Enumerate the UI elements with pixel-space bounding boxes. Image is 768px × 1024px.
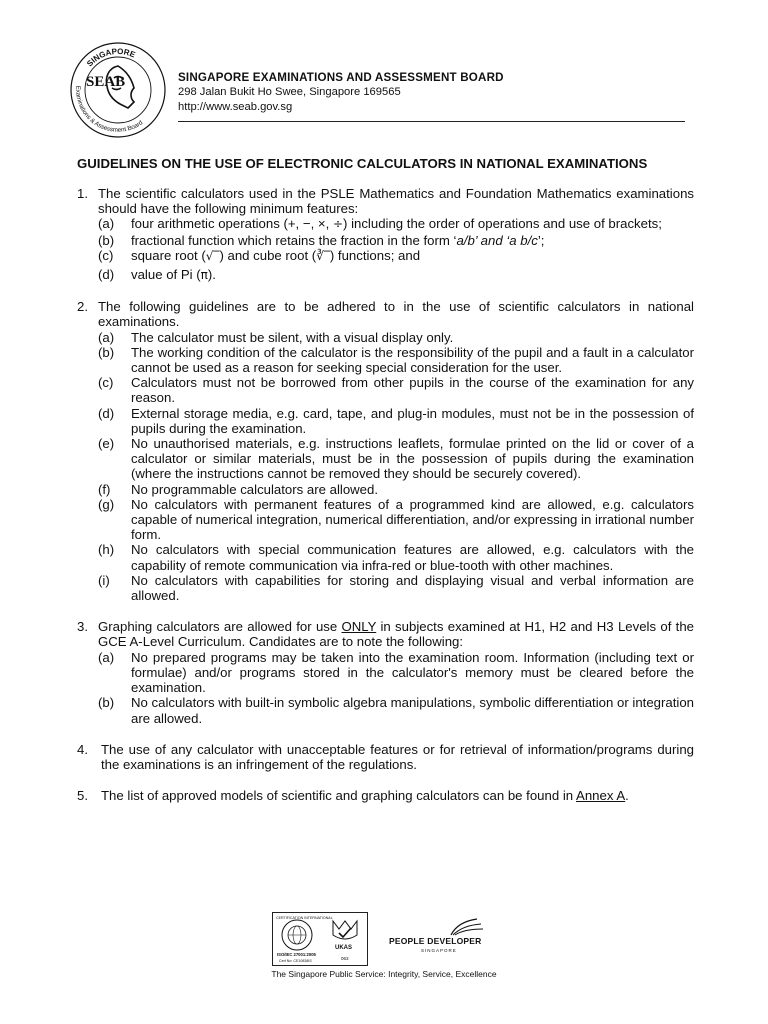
item-text: ’;: [537, 232, 545, 248]
item-label: (g): [98, 496, 115, 512]
list-item: [77, 267, 694, 283]
fraction-forms: a/b’ and ‘a b/c: [456, 232, 538, 248]
item-text: No calculators with permanent features of a programmed kind are allowed, e.g. calculators capable of numerical integration, numerical differentiation, and/or expressing in irrational number form.: [131, 496, 694, 543]
section-text: Graphing calculators are allowed for use: [98, 619, 342, 635]
section-text: .: [625, 788, 629, 804]
document-title: GUIDELINES ON THE USE OF ELECTRONIC CALCULATORS IN NATIONAL EXAMINATIONS: [77, 156, 648, 171]
cert-standard: ISO/IEC 27001:2005: [277, 952, 316, 957]
section-text: The following guidelines are to be adhered to in the use of scientific calculators in national examinations.: [98, 299, 694, 330]
item-label: (h): [98, 542, 115, 558]
item-text: ) functions; and: [329, 247, 421, 263]
list-item: [77, 497, 694, 543]
section-number: 3.: [77, 619, 88, 635]
section-number: 5.: [77, 788, 88, 804]
item-text: External storage media, e.g. card, tape, and plug-in modules, must not be in the possession of pupils during the examination.: [131, 405, 694, 436]
organisation-address: 298 Jalan Bukit Ho Swee, Singapore 169565: [178, 86, 401, 98]
item-label: (i): [98, 572, 110, 588]
people-developer-country: SINGAPORE: [421, 948, 457, 953]
ukas-number: 063: [341, 956, 349, 961]
section-number: 2.: [77, 299, 88, 315]
only-emphasis: ONLY: [341, 619, 377, 635]
list-item: [77, 482, 694, 497]
section-4: [77, 742, 694, 772]
list-item: [77, 542, 694, 572]
list-item: [77, 695, 694, 725]
section-text: in subjects examined at H1, H2 and H3 Levels of the GCE A-Level Curriculum. Candidates are to note the following:: [98, 619, 694, 650]
item-text: ).: [207, 267, 216, 283]
item-text: ) including the order of operations and use of brackets;: [343, 216, 662, 232]
section-3: [77, 619, 694, 649]
item-label: (b): [98, 344, 115, 360]
certification-badge: [272, 912, 368, 966]
item-label: (c): [98, 247, 114, 263]
list-item: [77, 573, 694, 603]
list-item: [77, 406, 694, 436]
cube-root-symbol: ∛‾: [316, 248, 330, 263]
document-body: [77, 186, 694, 803]
item-text: No calculators with capabilities for storing and displaying visual and verbal information are allowed.: [131, 572, 694, 604]
item-label: (b): [98, 232, 115, 248]
item-text: No prepared programs may be taken into the examination room. Information (including text or formulae) and/or programs stored in the calculator's memory must be cleared before the examination.: [131, 649, 694, 696]
section-text: The use of any calculator with unacceptable features or for retrieval of information/programs during the examinations is an infringement of the regulations.: [101, 741, 694, 772]
item-label: (a): [98, 649, 115, 665]
logo-ring-top: SINGAPORE: [85, 46, 137, 69]
item-text: The working condition of the calculator is the responsibility of the pupil and a fault in a calculator cannot be used as a reason for seeking special consideration for the user.: [131, 344, 694, 376]
list-item: [77, 216, 694, 232]
organisation-block: [178, 70, 688, 115]
section-1: [77, 186, 694, 216]
item-text: square root (: [131, 247, 206, 263]
leaf-icon: [389, 917, 499, 937]
tick-icon: [339, 928, 351, 937]
item-text: No unauthorised materials, e.g. instructions leaflets, formulae printed on the lid or cover of a calculator or similar materials, must be in the possession of pupils during the examination (where the instructions cannot be removed they should be securely covered).: [131, 436, 694, 482]
organisation-name: SINGAPORE EXAMINATIONS AND ASSESSMENT BOARD: [178, 71, 504, 84]
footer-tagline: The Singapore Public Service: Integrity, Service, Excellence: [271, 969, 497, 979]
section-text: The scientific calculators used in the PSLE Mathematics and Foundation Mathematics examinations should have the following minimum features:: [98, 186, 694, 217]
item-text: ) and cube root (: [219, 247, 317, 263]
cert-number: Cert No: CE10838IS: [279, 959, 312, 963]
square-root-symbol: √‾: [205, 248, 220, 263]
list-item: [77, 650, 694, 696]
logo-wordmark: SEAB: [86, 74, 126, 90]
item-label: (a): [98, 216, 115, 232]
item-label: (f): [98, 481, 111, 497]
ukas-label: UKAS: [335, 945, 353, 951]
people-developer-title: PEOPLE DEVELOPER: [389, 936, 482, 946]
annex-a-link[interactable]: Annex A: [576, 788, 626, 804]
item-text: four arithmetic operations (+, −, ×,: [131, 216, 333, 232]
pi-symbol: π: [200, 268, 208, 283]
section-2: [77, 299, 694, 329]
list-item: [77, 233, 694, 248]
item-text: No calculators with built-in symbolic algebra manipulations, symbolic differentiation or integration are allowed.: [131, 695, 694, 726]
item-label: (d): [98, 267, 115, 283]
section-number: 4.: [77, 741, 88, 757]
organisation-website[interactable]: http://www.seab.gov.sg: [178, 101, 293, 113]
item-text: Calculators must not be borrowed from other pupils in the course of the examination for any reason.: [131, 375, 694, 406]
seab-logo: [68, 38, 168, 142]
item-text: value of Pi (: [131, 267, 201, 283]
item-text: No calculators with special communication features are allowed, e.g. calculators with the capability of remote communication via infra-red or blue-tooth with other machines.: [131, 542, 694, 573]
crown-icon: [333, 921, 357, 939]
cert-name: CERTIFICATION INTERNATIONAL: [276, 916, 333, 920]
list-item: [77, 345, 694, 375]
item-label: (c): [98, 375, 114, 391]
section-text: The list of approved models of scientific and graphing calculators can be found in: [101, 788, 577, 804]
people-developer-logo: [389, 917, 499, 961]
section-number: 1.: [77, 186, 88, 201]
item-text: fractional function which retains the fraction in the form ‘: [131, 232, 457, 248]
list-item: [77, 248, 694, 264]
item-label: (a): [98, 329, 115, 345]
logo-ring-bottom: Examinations & Assessment Board: [74, 85, 145, 134]
list-item: [77, 436, 694, 482]
item-label: (e): [98, 436, 115, 452]
item-text: The calculator must be silent, with a visual display only.: [131, 329, 454, 345]
list-item: [77, 375, 694, 405]
divide-symbol: ÷: [332, 217, 344, 232]
list-item: [77, 330, 694, 345]
item-label: (d): [98, 405, 115, 421]
item-text: No programmable calculators are allowed.: [131, 481, 379, 497]
header-divider: [178, 121, 685, 122]
section-5: [77, 788, 694, 803]
item-label: (b): [98, 695, 115, 711]
